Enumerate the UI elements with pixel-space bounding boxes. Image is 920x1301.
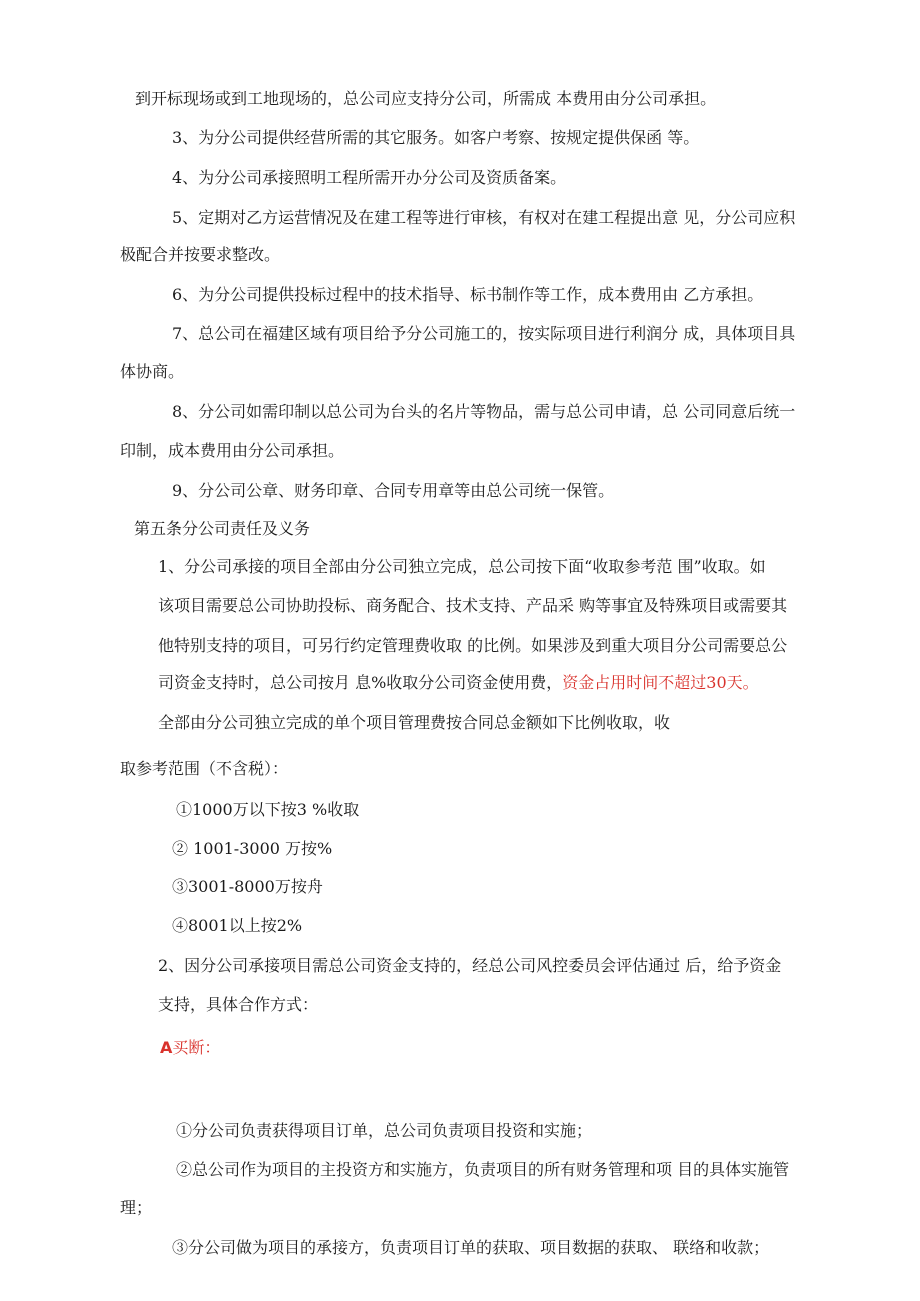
paragraph-cont-intro: 到开标现场或到工地现场的，总公司应支持分公司，所需成 本费用由分公司承担。 <box>135 89 717 108</box>
cooperation-item-3: ③分公司做为项目的承接方，负责项目订单的获取、项目数据的获取、 联络和收款； <box>172 1238 770 1257</box>
rate-item-1: ①1000万以下按3 %收取 <box>176 800 360 819</box>
article-5-heading: 第五条分公司责任及义务 <box>134 519 311 538</box>
section-1-line5: 全部由分公司独立完成的单个项目管理费按合同总金额如下比例收取，收 <box>158 713 671 732</box>
paragraph-item-7-line1: 7、总公司在福建区域有项目给予分公司施工的，按实际项目进行利润分 成，具体项目具 <box>172 324 796 343</box>
mode-a-letter: A <box>160 1038 173 1057</box>
rate-item-2: ② 1001-3000 万按% <box>172 839 333 858</box>
paragraph-item-4: 4、为分公司承接照明工程所需开办分公司及资质备案。 <box>172 168 567 187</box>
paragraph-item-5-line1: 5、定期对乙方运营情况及在建工程等进行审核，有权对在建工程提出意 见，分公司应积 <box>172 208 796 227</box>
section-1-line3: 他特别支持的项目，可另行约定管理费收取 的比例。如果涉及到重大项目分公司需要总公 <box>158 636 788 655</box>
section-2-line2: 支持，具体合作方式： <box>158 995 319 1014</box>
paragraph-item-9: 9、分公司公章、财务印章、合同专用章等由总公司统一保管。 <box>172 481 615 500</box>
section-1-line4 <box>158 672 759 694</box>
cooperation-item-2-line1: ②总公司作为项目的主投资方和实施方，负责项目的所有财务管理和项 目的具体实施管 <box>176 1160 790 1179</box>
section-2-line1: 2、因分公司承接项目需总公司资金支持的，经总公司风控委员会评估通过 后，给予资金 <box>158 956 782 975</box>
paragraph-item-6: 6、为分公司提供投标过程中的技术指导、标书制作等工作，成本费用由 乙方承担。 <box>172 285 764 304</box>
rate-item-4: ④8001以上按2% <box>172 916 303 935</box>
section-1-line6: 取参考范围（不含税）： <box>120 759 289 778</box>
cooperation-item-1: ①分公司负责获得项目订单，总公司负责项目投资和实施； <box>176 1121 593 1140</box>
paragraph-item-7-line2: 体协商。 <box>120 362 185 381</box>
section-1-line2: 该项目需要总公司协助投标、商务配合、技术支持、产品采 购等事宜及特殊项目或需要其 <box>158 596 788 615</box>
paragraph-item-8-line1: 8、分公司如需印制以总公司为台头的名片等物品，需与总公司申请，总 公司同意后统一 <box>172 402 796 421</box>
paragraph-item-3: 3、为分公司提供经营所需的其它服务。如客户考察、按规定提供保函 等。 <box>172 128 700 147</box>
mode-a-title: 买断： <box>172 1038 221 1057</box>
cooperation-item-2-line2: 理； <box>120 1198 153 1217</box>
section-1-line4-text: 司资金支持时，总公司按月 息%收取分公司资金使用费， <box>158 673 563 692</box>
mode-a-heading <box>160 1037 220 1059</box>
rate-item-3: ③3001-8000万按舟 <box>172 877 323 896</box>
paragraph-item-8-line2: 印制，成本费用由分公司承担。 <box>120 441 345 460</box>
paragraph-item-5-line2: 极配合并按要求整改。 <box>120 245 281 264</box>
red-highlight-text: 资金占用时间不超过30天。 <box>562 673 759 692</box>
section-1-line1: 1、分公司承接的项目全部由分公司独立完成，总公司按下面“收取参考范 围”收取。如 <box>158 557 766 576</box>
